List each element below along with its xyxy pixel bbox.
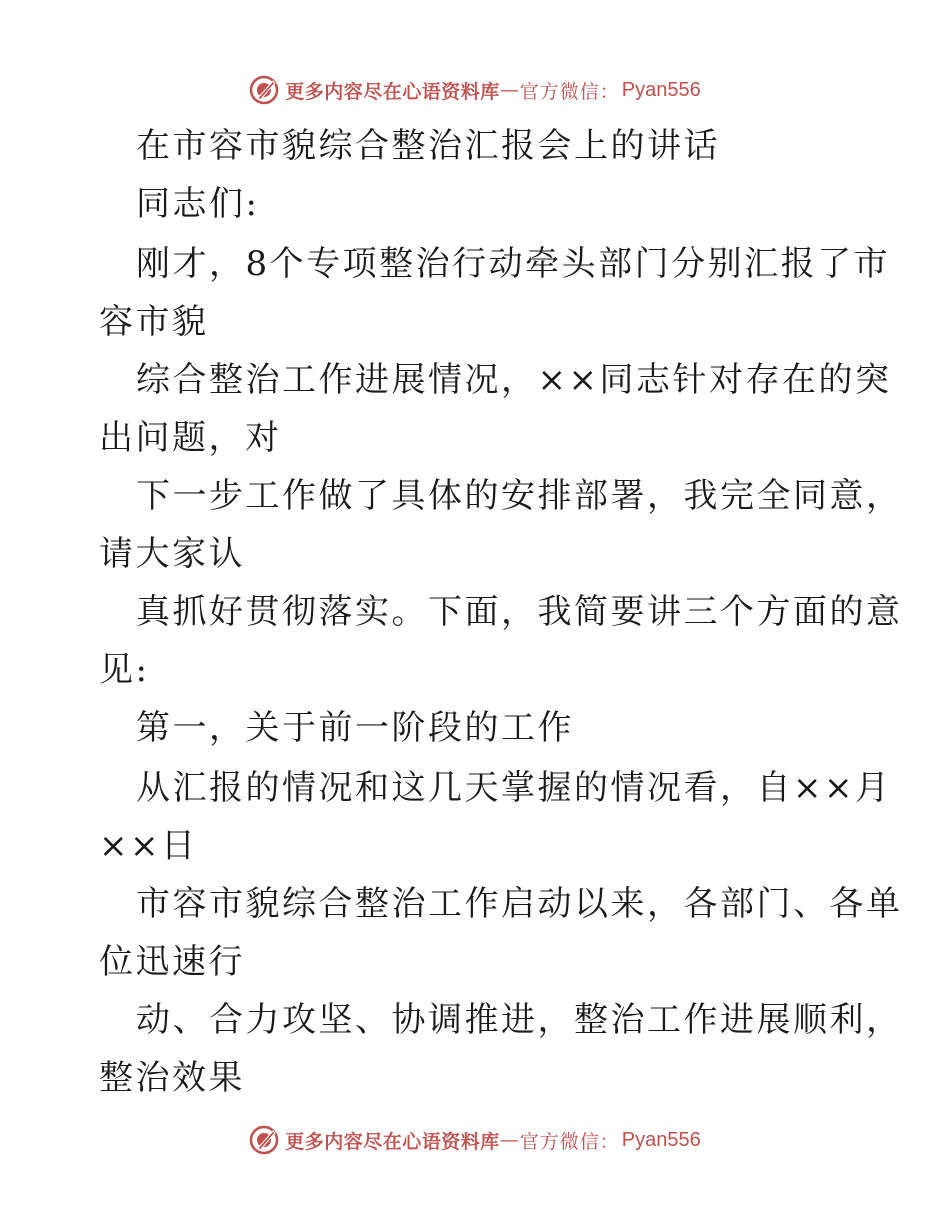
watermark-accent-text: 官方微信： (519, 80, 620, 103)
salutation: 同志们: (136, 184, 260, 224)
watermark-banner-top (0, 70, 950, 110)
paragraph-line: 综合整治工作进展情况，××同志针对存在的突 (136, 360, 892, 400)
paragraph-line: 市容市貌综合整治工作启动以来，各部门、各单 (136, 884, 903, 924)
paragraph-line: 整治效果 (99, 1058, 245, 1098)
quill-logo-icon (249, 75, 279, 105)
watermark-main-text: 更多内容尽在心语资料库 (285, 80, 500, 103)
paragraph-line: 见: (99, 650, 150, 690)
paragraph-line: 请大家认 (99, 534, 245, 574)
paragraph-line: 动、合力攻坚、协调推进，整治工作进展顺利， (136, 1000, 903, 1040)
paragraph-line: 从汇报的情况和这几天掌握的情况看，自××月 (136, 768, 892, 808)
watermark-main-text: 更多内容尽在心语资料库 (285, 1130, 500, 1153)
quill-logo-icon (249, 1125, 279, 1155)
watermark-wechat-id: Pyan556 (621, 78, 701, 101)
section-heading: 第一，关于前一阶段的工作 (136, 708, 574, 748)
watermark-accent-text: 官方微信： (519, 1130, 620, 1153)
watermark-dash: — (499, 79, 520, 101)
paragraph-line: 刚才，8个专项整治行动牵头部门分别汇报了市 (136, 244, 891, 284)
paragraph-line: 真抓好贯彻落实。下面，我简要讲三个方面的意 (136, 592, 903, 632)
watermark-dash: — (499, 1129, 520, 1151)
watermark-banner-bottom (0, 1120, 950, 1160)
paragraph-line: ××日 (99, 826, 198, 866)
paragraph-line: 容市貌 (99, 302, 209, 342)
paragraph-line: 出问题，对 (99, 418, 282, 458)
document-title: 在市容市貌综合整治汇报会上的讲话 (136, 126, 720, 166)
watermark-wechat-id: Pyan556 (621, 1128, 701, 1151)
paragraph-line: 位迅速行 (99, 942, 245, 982)
paragraph-line: 下一步工作做了具体的安排部署，我完全同意， (136, 476, 903, 516)
